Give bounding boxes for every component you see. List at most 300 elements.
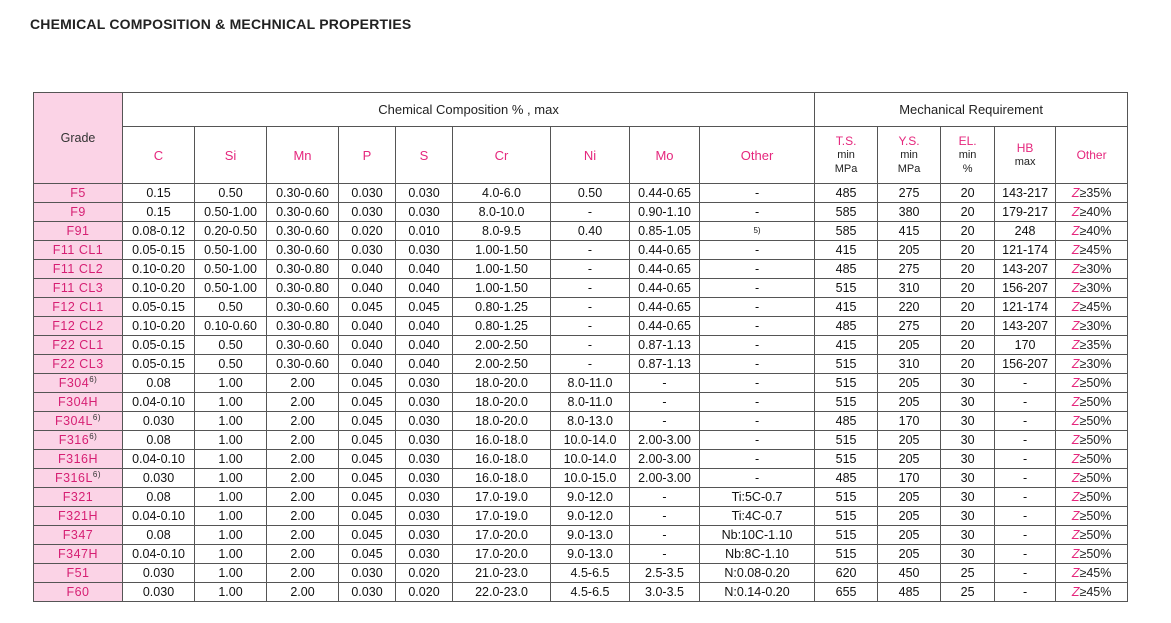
- cell-ys: 205: [878, 241, 941, 260]
- cell-p: 0.045: [339, 469, 396, 488]
- cell-c: 0.030: [123, 469, 195, 488]
- cell-el: 20: [941, 184, 995, 203]
- cell-mech-other: [1056, 507, 1128, 526]
- cell-el: 20: [941, 298, 995, 317]
- cell-ys: 170: [878, 412, 941, 431]
- cell-hb: -: [995, 393, 1056, 412]
- cell-si: 0.50-1.00: [195, 260, 267, 279]
- cell-hb: 170: [995, 336, 1056, 355]
- column-header-other: Other: [700, 127, 815, 184]
- cell-hb: 121-174: [995, 241, 1056, 260]
- cell-cr: 16.0-18.0: [453, 469, 551, 488]
- grade-cell: [34, 336, 123, 355]
- cell-ni: -: [551, 355, 630, 374]
- cell-ts: 485: [815, 184, 878, 203]
- cell-c: 0.05-0.15: [123, 355, 195, 374]
- cell-mn: 0.30-0.60: [267, 222, 339, 241]
- grade-cell: [34, 412, 123, 431]
- cell-s: 0.030: [396, 374, 453, 393]
- cell-mn: 2.00: [267, 488, 339, 507]
- cell-ni: 8.0-11.0: [551, 374, 630, 393]
- cell-mech-other: [1056, 222, 1128, 241]
- cell-ts: 415: [815, 241, 878, 260]
- reduction-of-area-symbol: Z: [1071, 433, 1080, 447]
- cell-ts: 485: [815, 412, 878, 431]
- cell-hb: -: [995, 545, 1056, 564]
- reduction-of-area-value: ≥30%: [1079, 319, 1112, 333]
- cell-mo: 0.44-0.65: [630, 298, 700, 317]
- cell-mn: 2.00: [267, 374, 339, 393]
- cell-el: 20: [941, 317, 995, 336]
- column-header-mech-0: [815, 127, 878, 184]
- reduction-of-area-value: ≥30%: [1079, 357, 1112, 371]
- cell-p: 0.030: [339, 583, 396, 602]
- cell-si: 0.10-0.60: [195, 317, 267, 336]
- table-row: [34, 469, 1128, 488]
- cell-ni: 4.5-6.5: [551, 564, 630, 583]
- cell-hb: 121-174: [995, 298, 1056, 317]
- column-header-cr: Cr: [453, 127, 551, 184]
- table-row: [34, 564, 1128, 583]
- cell-c: 0.030: [123, 564, 195, 583]
- cell-si: 0.50: [195, 184, 267, 203]
- table-row: [34, 355, 1128, 374]
- cell-ys: 205: [878, 488, 941, 507]
- cell-mo: -: [630, 507, 700, 526]
- cell-mn: 2.00: [267, 450, 339, 469]
- reduction-of-area-value: ≥45%: [1079, 243, 1112, 257]
- table-row: [34, 203, 1128, 222]
- cell-cr: 0.80-1.25: [453, 317, 551, 336]
- reduction-of-area-symbol: Z: [1071, 490, 1080, 504]
- cell-el: 30: [941, 374, 995, 393]
- cell-ni: 10.0-14.0: [551, 431, 630, 450]
- cell-c: 0.05-0.15: [123, 241, 195, 260]
- grade-label: F347H: [57, 547, 99, 561]
- reduction-of-area-value: ≥50%: [1079, 471, 1112, 485]
- cell-other: -: [700, 412, 815, 431]
- cell-mo: 2.00-3.00: [630, 431, 700, 450]
- mech-header-top: HB: [1016, 141, 1034, 155]
- cell-ys: 205: [878, 431, 941, 450]
- cell-mn: 2.00: [267, 469, 339, 488]
- cell-mo: 2.00-3.00: [630, 469, 700, 488]
- cell-el: 30: [941, 507, 995, 526]
- cell-mn: 0.30-0.80: [267, 317, 339, 336]
- grade-cell: [34, 355, 123, 374]
- reduction-of-area-value: ≥40%: [1079, 224, 1112, 238]
- cell-other: N:0.14-0.20: [700, 583, 815, 602]
- reduction-of-area-symbol: Z: [1071, 528, 1080, 542]
- cell-si: 1.00: [195, 469, 267, 488]
- grade-cell: [34, 583, 123, 602]
- reduction-of-area-value: ≥30%: [1079, 281, 1112, 295]
- cell-cr: 16.0-18.0: [453, 450, 551, 469]
- cell-s: 0.030: [396, 431, 453, 450]
- cell-other: Ti:4C-0.7: [700, 507, 815, 526]
- cell-mo: -: [630, 488, 700, 507]
- mech-header-bottom: MPa: [834, 163, 858, 175]
- grade-cell: [34, 317, 123, 336]
- cell-s: 0.040: [396, 279, 453, 298]
- table-row: [34, 450, 1128, 469]
- cell-hb: 143-207: [995, 260, 1056, 279]
- cell-mn: 2.00: [267, 526, 339, 545]
- cell-si: 1.00: [195, 450, 267, 469]
- footnote-marker: 6): [92, 469, 102, 479]
- cell-ni: 8.0-13.0: [551, 412, 630, 431]
- reduction-of-area-value: ≥40%: [1079, 205, 1112, 219]
- cell-cr: 8.0-9.5: [453, 222, 551, 241]
- table-row: [34, 393, 1128, 412]
- column-header-p: P: [339, 127, 396, 184]
- grade-label: F347: [62, 528, 94, 542]
- cell-ts: 485: [815, 260, 878, 279]
- table-row: [34, 260, 1128, 279]
- cell-ts: 485: [815, 317, 878, 336]
- grade-cell: [34, 279, 123, 298]
- cell-mo: 0.85-1.05: [630, 222, 700, 241]
- cell-el: 20: [941, 279, 995, 298]
- cell-s: 0.030: [396, 412, 453, 431]
- cell-ys: 485: [878, 583, 941, 602]
- cell-mech-other: [1056, 545, 1128, 564]
- column-header-row: [34, 127, 1128, 184]
- cell-mn: 0.30-0.80: [267, 260, 339, 279]
- cell-mech-other: [1056, 431, 1128, 450]
- grade-label: F304L: [54, 414, 93, 428]
- cell-mn: 0.30-0.60: [267, 355, 339, 374]
- cell-p: 0.020: [339, 222, 396, 241]
- cell-mo: -: [630, 545, 700, 564]
- column-header-mech-4: [1056, 127, 1128, 184]
- mech-header-top: Y.S.: [898, 134, 920, 148]
- reduction-of-area-symbol: Z: [1071, 452, 1080, 466]
- cell-mech-other: [1056, 488, 1128, 507]
- cell-el: 30: [941, 431, 995, 450]
- cell-s: 0.030: [396, 469, 453, 488]
- mechanical-requirement-header: Mechanical Requirement: [815, 93, 1128, 127]
- table-row: [34, 507, 1128, 526]
- cell-c: 0.08-0.12: [123, 222, 195, 241]
- cell-ni: 10.0-14.0: [551, 450, 630, 469]
- cell-ni: 0.40: [551, 222, 630, 241]
- table-row: [34, 545, 1128, 564]
- cell-s: 0.020: [396, 583, 453, 602]
- cell-ts: 515: [815, 488, 878, 507]
- cell-ts: 515: [815, 355, 878, 374]
- mech-header-bottom: MPa: [897, 163, 921, 175]
- grade-label: F60: [66, 585, 90, 599]
- cell-si: 1.00: [195, 526, 267, 545]
- cell-ys: 170: [878, 469, 941, 488]
- cell-hb: -: [995, 374, 1056, 393]
- cell-c: 0.04-0.10: [123, 545, 195, 564]
- cell-mech-other: [1056, 564, 1128, 583]
- reduction-of-area-symbol: Z: [1071, 281, 1080, 295]
- cell-ts: 515: [815, 279, 878, 298]
- cell-mn: 0.30-0.80: [267, 279, 339, 298]
- cell-mn: 0.30-0.60: [267, 203, 339, 222]
- cell-ni: 9.0-12.0: [551, 507, 630, 526]
- cell-mo: 0.44-0.65: [630, 184, 700, 203]
- cell-ys: 205: [878, 393, 941, 412]
- cell-other: -: [700, 450, 815, 469]
- grade-cell: [34, 431, 123, 450]
- cell-mech-other: [1056, 298, 1128, 317]
- reduction-of-area-value: ≥35%: [1079, 186, 1112, 200]
- reduction-of-area-symbol: Z: [1071, 566, 1080, 580]
- reduction-of-area-value: ≥50%: [1079, 490, 1112, 504]
- cell-s: 0.040: [396, 336, 453, 355]
- cell-ys: 205: [878, 526, 941, 545]
- cell-ts: 515: [815, 374, 878, 393]
- grade-label: F316L: [54, 471, 93, 485]
- cell-ys: 205: [878, 507, 941, 526]
- cell-mo: -: [630, 526, 700, 545]
- cell-ys: 205: [878, 450, 941, 469]
- cell-other: -: [700, 355, 815, 374]
- cell-p: 0.045: [339, 507, 396, 526]
- cell-c: 0.10-0.20: [123, 279, 195, 298]
- cell-s: 0.030: [396, 184, 453, 203]
- cell-ys: 205: [878, 545, 941, 564]
- grade-cell: [34, 488, 123, 507]
- chemical-composition-header: Chemical Composition % , max: [123, 93, 815, 127]
- cell-mo: -: [630, 412, 700, 431]
- cell-cr: 2.00-2.50: [453, 336, 551, 355]
- cell-el: 20: [941, 203, 995, 222]
- column-header-c: C: [123, 127, 195, 184]
- reduction-of-area-value: ≥50%: [1079, 452, 1112, 466]
- cell-ni: 4.5-6.5: [551, 583, 630, 602]
- cell-si: 1.00: [195, 488, 267, 507]
- table-row: [34, 298, 1128, 317]
- reduction-of-area-value: ≥50%: [1079, 547, 1112, 561]
- cell-mech-other: [1056, 355, 1128, 374]
- cell-el: 25: [941, 583, 995, 602]
- footnote-marker: 6): [89, 374, 98, 384]
- cell-mo: 3.0-3.5: [630, 583, 700, 602]
- cell-hb: -: [995, 488, 1056, 507]
- cell-ts: 515: [815, 545, 878, 564]
- cell-el: 30: [941, 488, 995, 507]
- cell-cr: 18.0-20.0: [453, 412, 551, 431]
- cell-s: 0.030: [396, 241, 453, 260]
- cell-mn: 2.00: [267, 583, 339, 602]
- cell-cr: 4.0-6.0: [453, 184, 551, 203]
- cell-s: 0.030: [396, 526, 453, 545]
- cell-cr: 8.0-10.0: [453, 203, 551, 222]
- cell-ys: 275: [878, 317, 941, 336]
- grade-cell: [34, 393, 123, 412]
- cell-si: 1.00: [195, 393, 267, 412]
- reduction-of-area-symbol: Z: [1071, 376, 1080, 390]
- reduction-of-area-value: ≥45%: [1079, 300, 1112, 314]
- cell-p: 0.045: [339, 450, 396, 469]
- cell-mech-other: [1056, 374, 1128, 393]
- cell-c: 0.05-0.15: [123, 298, 195, 317]
- cell-el: 20: [941, 260, 995, 279]
- grade-label: F11 CL2: [52, 262, 104, 276]
- cell-ys: 205: [878, 336, 941, 355]
- cell-mn: 2.00: [267, 431, 339, 450]
- cell-other: -: [700, 203, 815, 222]
- cell-hb: 156-207: [995, 279, 1056, 298]
- reduction-of-area-symbol: Z: [1071, 585, 1080, 599]
- table-row: [34, 488, 1128, 507]
- cell-el: 30: [941, 450, 995, 469]
- cell-ni: -: [551, 317, 630, 336]
- cell-hb: 156-207: [995, 355, 1056, 374]
- reduction-of-area-value: ≥50%: [1079, 528, 1112, 542]
- cell-p: 0.040: [339, 336, 396, 355]
- cell-si: 0.50-1.00: [195, 241, 267, 260]
- mech-header-mid: max: [1014, 156, 1036, 168]
- reduction-of-area-symbol: Z: [1071, 243, 1080, 257]
- cell-ni: 9.0-13.0: [551, 526, 630, 545]
- cell-mech-other: [1056, 469, 1128, 488]
- grade-label: F12 CL1: [52, 300, 104, 314]
- cell-mo: 0.44-0.65: [630, 317, 700, 336]
- table-row: [34, 222, 1128, 241]
- cell-p: 0.030: [339, 184, 396, 203]
- reduction-of-area-symbol: Z: [1071, 395, 1080, 409]
- grade-cell: [34, 241, 123, 260]
- cell-ni: -: [551, 241, 630, 260]
- mech-header-bottom: %: [962, 163, 973, 175]
- cell-other: N:0.08-0.20: [700, 564, 815, 583]
- cell-mn: 2.00: [267, 507, 339, 526]
- cell-p: 0.045: [339, 431, 396, 450]
- column-header-si: Si: [195, 127, 267, 184]
- column-header-mech-3: [995, 127, 1056, 184]
- cell-cr: 22.0-23.0: [453, 583, 551, 602]
- cell-ys: 380: [878, 203, 941, 222]
- cell-p: 0.030: [339, 241, 396, 260]
- table-row: [34, 526, 1128, 545]
- cell-p: 0.045: [339, 545, 396, 564]
- cell-cr: 0.80-1.25: [453, 298, 551, 317]
- cell-mo: 2.00-3.00: [630, 450, 700, 469]
- cell-mech-other: [1056, 241, 1128, 260]
- cell-mn: 2.00: [267, 412, 339, 431]
- grade-label: F9: [70, 205, 86, 219]
- cell-c: 0.08: [123, 431, 195, 450]
- cell-si: 1.00: [195, 564, 267, 583]
- cell-cr: 18.0-20.0: [453, 374, 551, 393]
- cell-ts: 585: [815, 222, 878, 241]
- cell-p: 0.040: [339, 279, 396, 298]
- cell-si: 0.50-1.00: [195, 203, 267, 222]
- reduction-of-area-value: ≥50%: [1079, 395, 1112, 409]
- cell-mn: 2.00: [267, 564, 339, 583]
- cell-el: 20: [941, 355, 995, 374]
- cell-mn: 0.30-0.60: [267, 184, 339, 203]
- cell-p: 0.045: [339, 526, 396, 545]
- cell-el: 25: [941, 564, 995, 583]
- cell-c: 0.10-0.20: [123, 260, 195, 279]
- grade-header: Grade: [34, 93, 123, 184]
- cell-c: 0.10-0.20: [123, 317, 195, 336]
- cell-cr: 21.0-23.0: [453, 564, 551, 583]
- table-row: [34, 374, 1128, 393]
- cell-ni: 8.0-11.0: [551, 393, 630, 412]
- column-header-mn: Mn: [267, 127, 339, 184]
- cell-mo: 0.44-0.65: [630, 279, 700, 298]
- cell-si: 1.00: [195, 374, 267, 393]
- reduction-of-area-value: ≥50%: [1079, 433, 1112, 447]
- table-row: [34, 412, 1128, 431]
- cell-hb: -: [995, 507, 1056, 526]
- cell-mn: 0.30-0.60: [267, 336, 339, 355]
- cell-cr: 18.0-20.0: [453, 393, 551, 412]
- cell-mn: 2.00: [267, 545, 339, 564]
- table-row: [34, 241, 1128, 260]
- cell-other: -: [700, 317, 815, 336]
- table-row: [34, 336, 1128, 355]
- cell-mo: -: [630, 374, 700, 393]
- cell-cr: 17.0-19.0: [453, 488, 551, 507]
- cell-si: 0.50-1.00: [195, 279, 267, 298]
- reduction-of-area-symbol: Z: [1071, 262, 1080, 276]
- table-row: [34, 431, 1128, 450]
- cell-hb: -: [995, 564, 1056, 583]
- cell-el: 20: [941, 241, 995, 260]
- reduction-of-area-symbol: Z: [1071, 224, 1080, 238]
- cell-ys: 310: [878, 279, 941, 298]
- cell-si: 1.00: [195, 545, 267, 564]
- cell-el: 30: [941, 526, 995, 545]
- cell-si: 1.00: [195, 583, 267, 602]
- cell-p: 0.045: [339, 374, 396, 393]
- reduction-of-area-value: ≥50%: [1079, 376, 1112, 390]
- composition-properties-table: [33, 92, 1128, 602]
- cell-s: 0.030: [396, 450, 453, 469]
- grade-label: F11 CL3: [52, 281, 104, 295]
- cell-c: 0.15: [123, 184, 195, 203]
- cell-hb: -: [995, 583, 1056, 602]
- cell-other: 5): [700, 222, 815, 241]
- cell-ni: 9.0-13.0: [551, 545, 630, 564]
- cell-mech-other: [1056, 412, 1128, 431]
- cell-ni: 0.50: [551, 184, 630, 203]
- cell-c: 0.04-0.10: [123, 393, 195, 412]
- cell-ys: 415: [878, 222, 941, 241]
- reduction-of-area-value: ≥50%: [1079, 414, 1112, 428]
- cell-si: 0.50: [195, 336, 267, 355]
- cell-ni: -: [551, 298, 630, 317]
- cell-hb: 179-217: [995, 203, 1056, 222]
- cell-hb: -: [995, 431, 1056, 450]
- grade-cell: [34, 260, 123, 279]
- cell-other: -: [700, 431, 815, 450]
- cell-ts: 515: [815, 526, 878, 545]
- grade-label: F5: [70, 186, 86, 200]
- cell-si: 0.50: [195, 298, 267, 317]
- cell-si: 0.20-0.50: [195, 222, 267, 241]
- grade-cell: [34, 184, 123, 203]
- mech-header-top: EL.: [958, 134, 977, 148]
- cell-ni: -: [551, 260, 630, 279]
- cell-other: -: [700, 279, 815, 298]
- cell-s: 0.030: [396, 203, 453, 222]
- cell-ys: 205: [878, 374, 941, 393]
- grade-label: F22 CL3: [52, 357, 104, 371]
- cell-mech-other: [1056, 336, 1128, 355]
- grade-cell: [34, 545, 123, 564]
- grade-label: F321: [62, 490, 94, 504]
